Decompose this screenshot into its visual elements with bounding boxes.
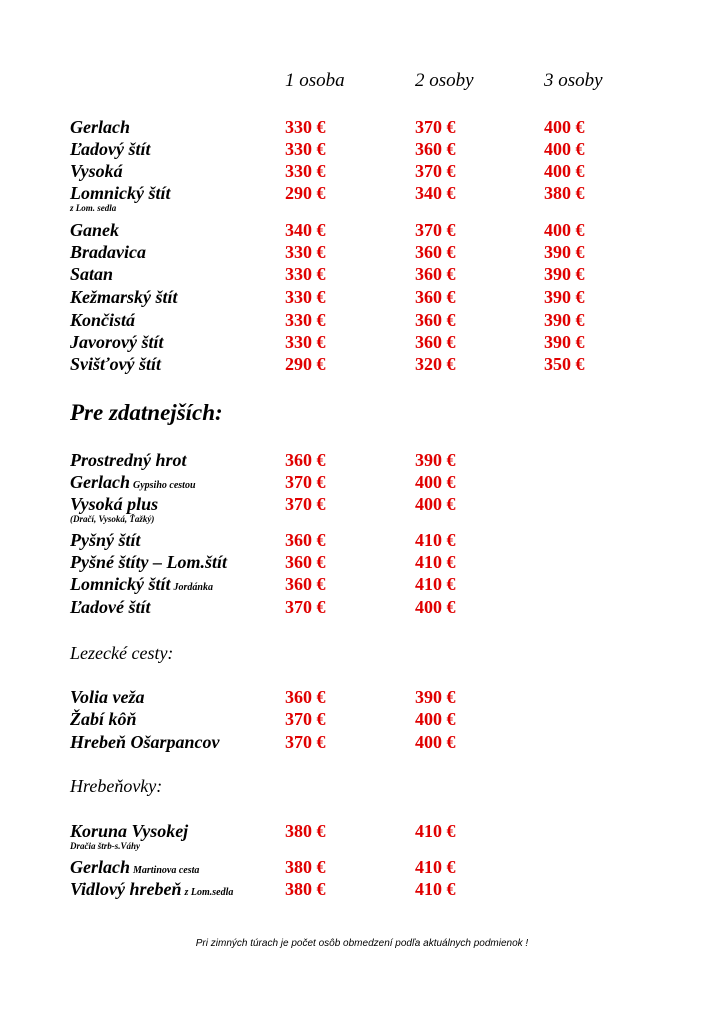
price-2-persons: 360 € (415, 242, 456, 262)
price-1-person: 380 € (285, 821, 326, 841)
price-3-persons: 390 € (544, 264, 585, 284)
table-row (70, 597, 670, 619)
price-2-persons: 410 € (415, 552, 456, 572)
column-header-1-person: 1 osoba (285, 70, 345, 91)
price-2-persons: 370 € (415, 161, 456, 181)
route-name: Pyšné štíty – Lom.štít (70, 552, 227, 572)
price-3-persons: 390 € (544, 310, 585, 330)
route-variant-note: Martinova cesta (133, 865, 200, 876)
price-1-person: 360 € (285, 687, 326, 707)
price-1-person: 360 € (285, 574, 326, 594)
route-name: Satan (70, 264, 114, 284)
route-name-group (70, 879, 233, 900)
price-1-person: 330 € (285, 117, 326, 137)
route-name-group (70, 857, 199, 878)
route-name: Vysoká plus (70, 494, 159, 514)
price-3-persons: 350 € (544, 354, 585, 374)
price-1-person: 380 € (285, 857, 326, 877)
table-row (70, 450, 670, 472)
price-1-person: 370 € (285, 597, 326, 617)
section-heading-advanced: Pre zdatnejších: (70, 400, 223, 425)
table-row (70, 287, 670, 309)
price-1-person: 290 € (285, 354, 326, 374)
price-2-persons: 360 € (415, 310, 456, 330)
route-name: Hrebeň Ošarpancov (70, 732, 220, 752)
price-2-persons: 360 € (415, 287, 456, 307)
price-1-person: 370 € (285, 472, 326, 492)
price-2-persons: 370 € (415, 117, 456, 137)
price-3-persons: 400 € (544, 220, 585, 240)
route-name-group (70, 574, 213, 595)
table-row (70, 574, 670, 596)
price-2-persons: 410 € (415, 574, 456, 594)
route-subnote: z Lom. sedla (70, 203, 117, 213)
price-1-person: 330 € (285, 242, 326, 262)
route-name: Gerlach (70, 472, 130, 492)
price-2-persons: 360 € (415, 332, 456, 352)
route-name: Lomnický štít (70, 574, 171, 594)
price-1-person: 330 € (285, 332, 326, 352)
price-1-person: 360 € (285, 450, 326, 470)
route-name: Končistá (70, 310, 136, 330)
price-3-persons: 380 € (544, 183, 585, 203)
price-3-persons: 390 € (544, 332, 585, 352)
route-name: Gerlach (70, 857, 130, 877)
price-2-persons: 410 € (415, 821, 456, 841)
price-1-person: 370 € (285, 494, 326, 514)
table-row (70, 183, 670, 213)
price-2-persons: 370 € (415, 220, 456, 240)
price-1-person: 330 € (285, 310, 326, 330)
route-variant-note: z Lom.sedla (184, 887, 234, 898)
section-heading-ridge: Hrebeňovky: (70, 776, 163, 796)
price-1-person: 330 € (285, 287, 326, 307)
price-1-person: 380 € (285, 879, 326, 899)
route-name: Javorový štít (70, 332, 164, 352)
table-row (70, 879, 670, 901)
column-header-3-persons: 3 osoby (544, 70, 603, 91)
price-2-persons: 410 € (415, 530, 456, 550)
table-row (70, 264, 670, 286)
table-row (70, 687, 670, 709)
section-heading-climbing: Lezecké cesty: (70, 643, 174, 663)
price-2-persons: 400 € (415, 709, 456, 729)
table-row (70, 857, 670, 879)
price-1-person: 370 € (285, 732, 326, 752)
price-2-persons: 360 € (415, 264, 456, 284)
route-name: Gerlach (70, 117, 130, 137)
table-row (70, 117, 670, 139)
table-row (70, 494, 670, 524)
price-1-person: 290 € (285, 183, 326, 203)
footer-note: Pri zimných túrach je počet osôb obmedzení podľa aktuálnych podmienok ! (195, 938, 529, 949)
route-name-group (70, 472, 196, 493)
table-row (70, 139, 670, 161)
price-1-person: 330 € (285, 161, 326, 181)
price-2-persons: 400 € (415, 732, 456, 752)
price-2-persons: 360 € (415, 139, 456, 159)
table-row (70, 821, 670, 851)
price-2-persons: 400 € (415, 597, 456, 617)
table-row (70, 332, 670, 354)
route-name: Kežmarský štít (70, 287, 178, 307)
route-name: Ľadový štít (70, 139, 151, 159)
route-name: Pyšný štít (70, 530, 141, 550)
table-row (70, 220, 670, 242)
route-name: Žabí kôň (70, 709, 137, 729)
price-2-persons: 410 € (415, 879, 456, 899)
price-2-persons: 390 € (415, 450, 456, 470)
price-3-persons: 400 € (544, 161, 585, 181)
route-name: Vidlový hrebeň (70, 879, 182, 899)
route-name: Svišťový štít (70, 354, 162, 374)
route-name: Ľadové štít (70, 597, 151, 617)
route-name: Volia veža (70, 687, 145, 707)
route-subnote: Dračia štrb-s.Váhy (70, 841, 141, 851)
route-name: Ganek (70, 220, 119, 240)
route-name: Koruna Vysokej (70, 821, 189, 841)
price-3-persons: 400 € (544, 139, 585, 159)
route-variant-note: Jordánka (173, 582, 213, 593)
price-1-person: 340 € (285, 220, 326, 240)
price-1-person: 330 € (285, 139, 326, 159)
route-name: Vysoká (70, 161, 123, 181)
table-row (70, 310, 670, 332)
column-header-2-persons: 2 osoby (415, 70, 474, 91)
table-row (70, 161, 670, 183)
table-row (70, 709, 670, 731)
route-variant-note: Gypsiho cestou (133, 480, 196, 491)
price-1-person: 360 € (285, 552, 326, 572)
price-3-persons: 400 € (544, 117, 585, 137)
price-1-person: 330 € (285, 264, 326, 284)
table-row (70, 732, 670, 754)
route-name: Lomnický štít (70, 183, 171, 203)
price-2-persons: 390 € (415, 687, 456, 707)
price-2-persons: 400 € (415, 494, 456, 514)
price-2-persons: 340 € (415, 183, 456, 203)
route-name: Bradavica (70, 242, 146, 262)
table-row (70, 472, 670, 494)
price-1-person: 370 € (285, 709, 326, 729)
route-name: Prostredný hrot (70, 450, 187, 470)
price-2-persons: 410 € (415, 857, 456, 877)
table-row (70, 242, 670, 264)
table-row (70, 552, 670, 574)
route-subnote: (Dračí, Vysoká, Ťažký) (70, 514, 155, 524)
price-3-persons: 390 € (544, 242, 585, 262)
price-1-person: 360 € (285, 530, 326, 550)
table-row (70, 354, 670, 376)
price-2-persons: 400 € (415, 472, 456, 492)
table-row (70, 530, 670, 552)
price-3-persons: 390 € (544, 287, 585, 307)
price-2-persons: 320 € (415, 354, 456, 374)
